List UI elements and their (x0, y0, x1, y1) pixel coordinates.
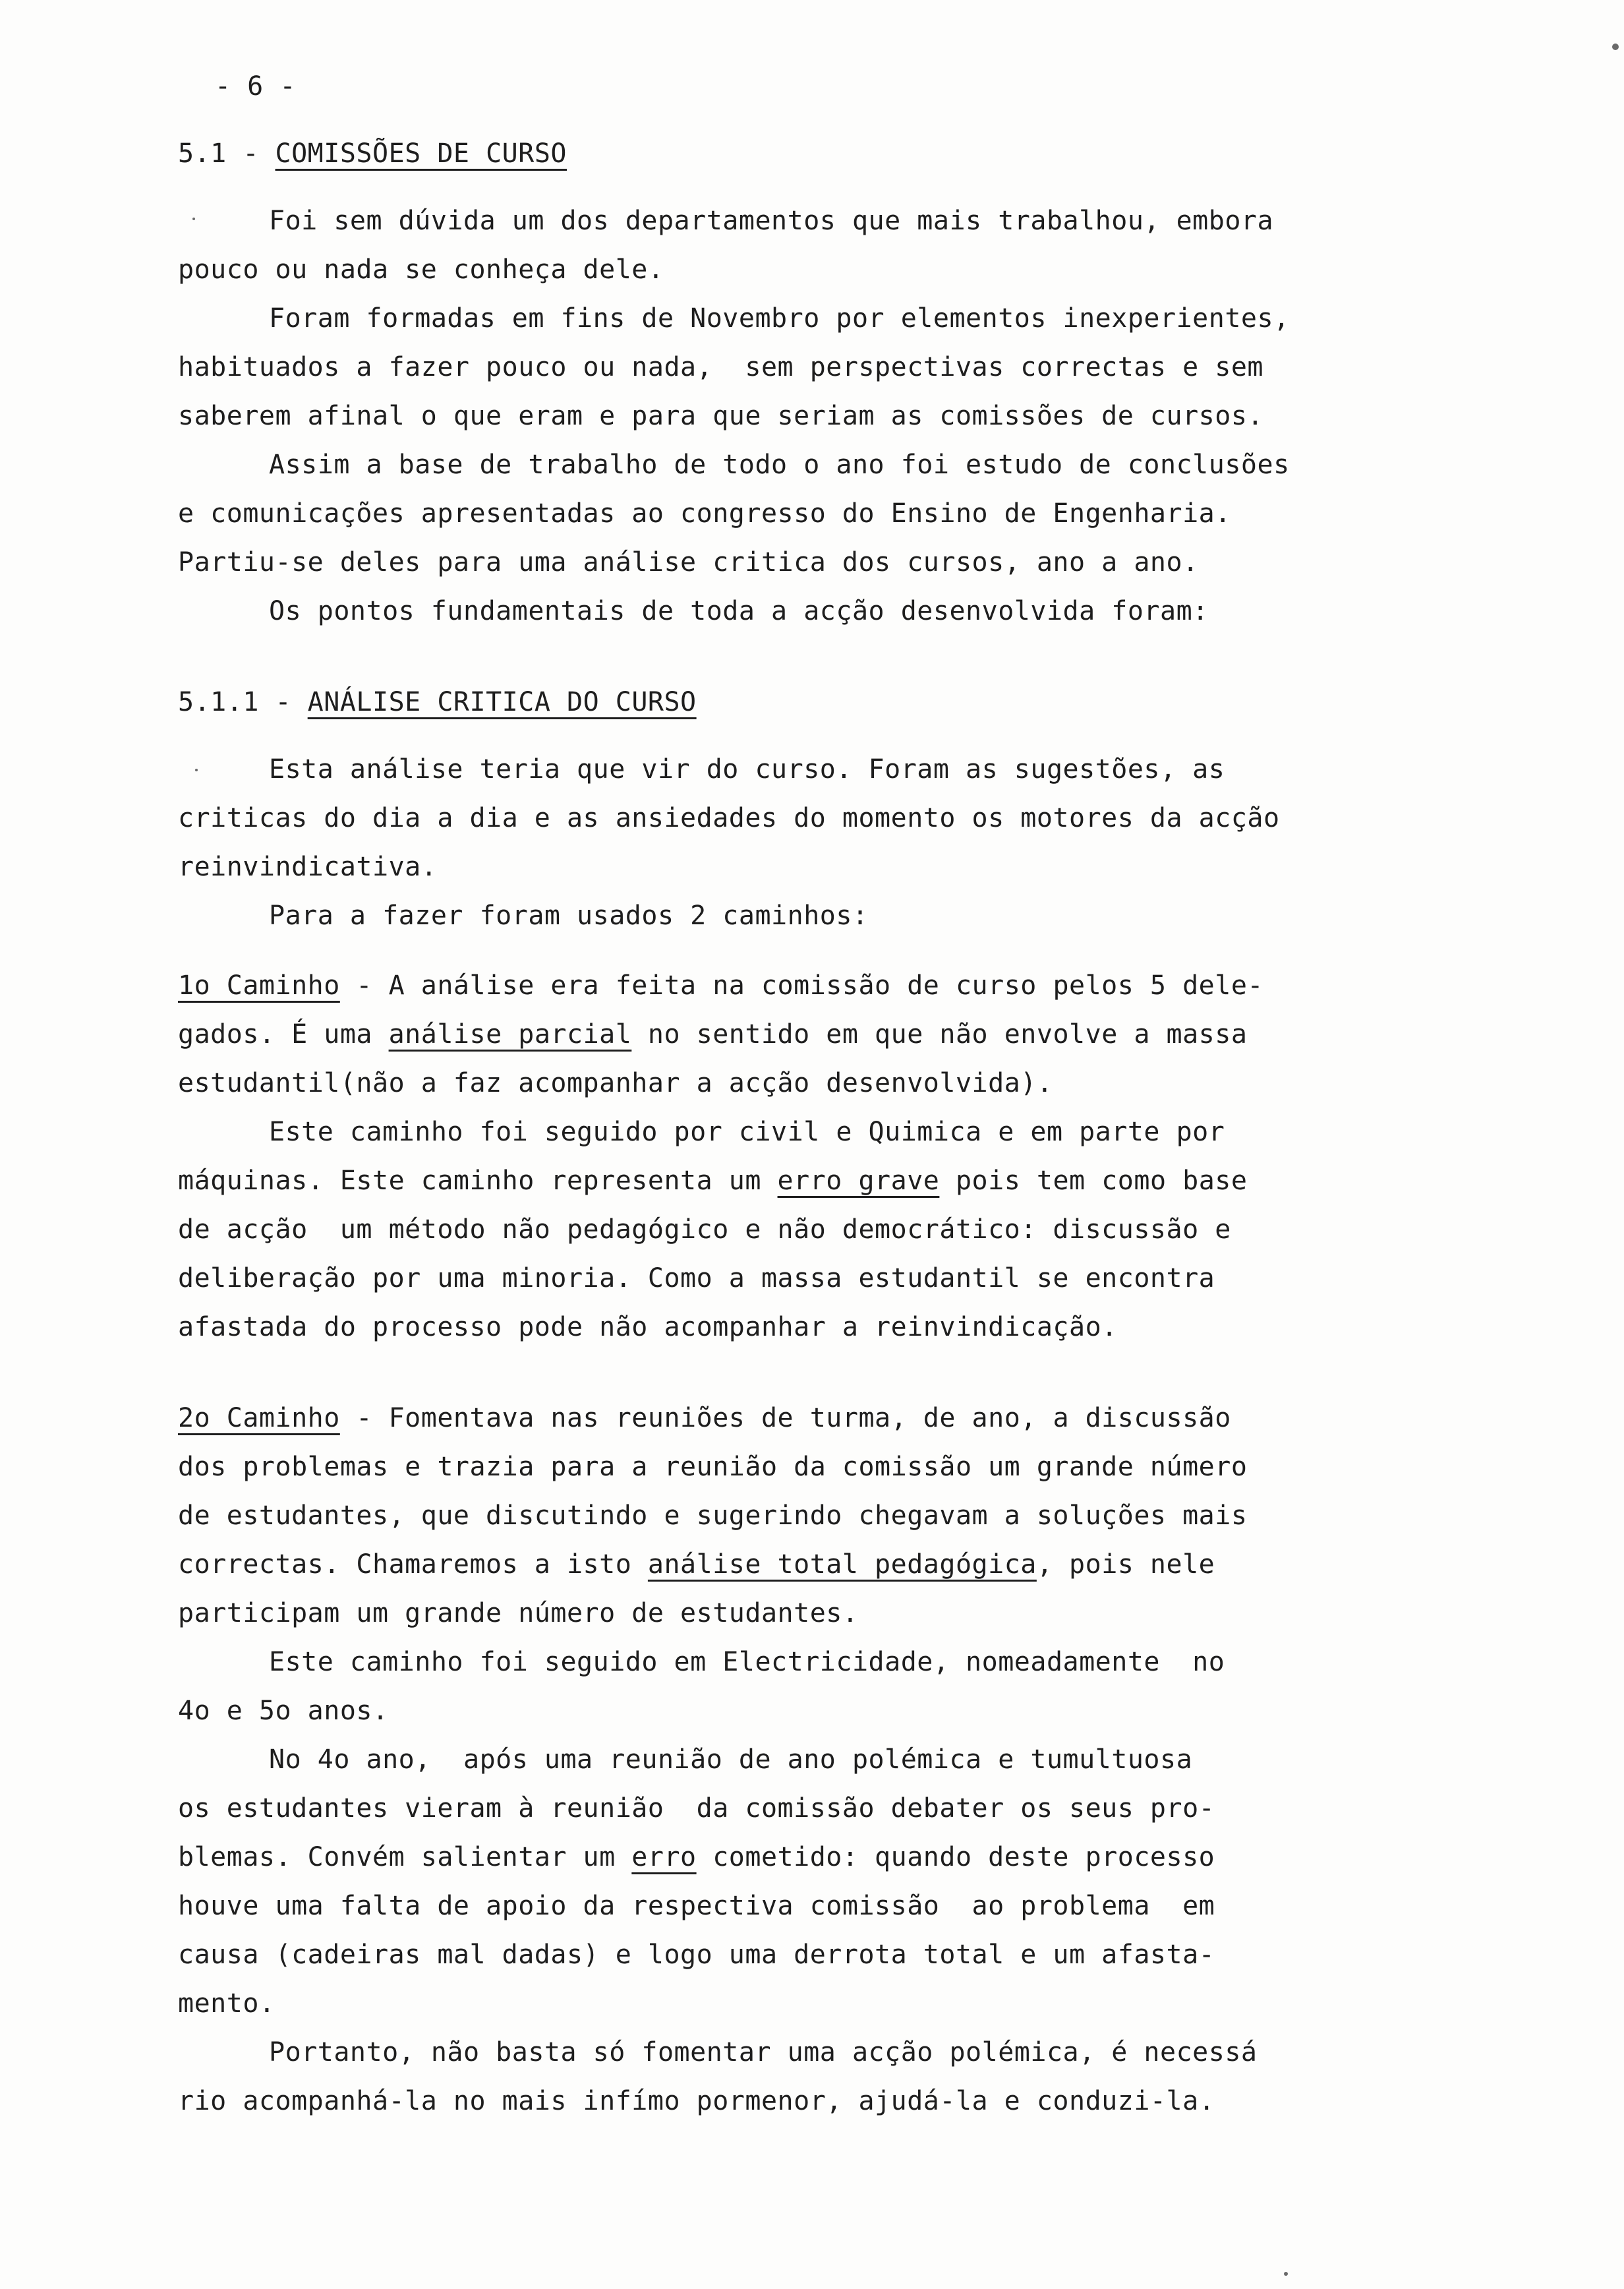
text-line: e comunicações apresentadas ao congresso do Ensino de Engenharia. (178, 498, 1231, 529)
caminho-2-line (178, 1394, 1231, 1442)
caminho-2-label: 2o Caminho (178, 1403, 340, 1433)
text-fragment: blemas. Convém salientar um (178, 1842, 632, 1872)
section-number: 5.1.1 - (178, 687, 292, 717)
text-line (178, 1540, 1215, 1589)
text-line: Assim a base de trabalho de todo o ano foi estudo de conclusões (269, 450, 1290, 480)
text-fragment: pois tem como base (939, 1166, 1248, 1196)
text-line: habituados a fazer pouco ou nada, sem perspectivas correctas e sem (178, 352, 1263, 382)
text-line: pouco ou nada se conheça dele. (178, 254, 664, 285)
text-line: mento. (178, 1988, 276, 2019)
emphasis-analise-parcial: análise parcial (388, 1019, 632, 1050)
text-fragment: correctas. Chamaremos a isto (178, 1549, 648, 1580)
text-line: os estudantes vieram à reunião da comissão debater os seus pro- (178, 1793, 1215, 1824)
emphasis-erro-grave: erro grave (777, 1166, 940, 1196)
text-fragment: máquinas. Este caminho representa um (178, 1166, 778, 1196)
text-fragment: , pois nele (1036, 1549, 1215, 1580)
text-line: Os pontos fundamentais de toda a acção desenvolvida foram: (269, 596, 1209, 626)
text-line: Esta análise teria que vir do curso. Foram as sugestões, as (269, 754, 1225, 785)
text-line: Foi sem dúvida um dos departamentos que mais trabalhou, embora (269, 206, 1274, 236)
text-line: Foram formadas em fins de Novembro por elementos inexperientes, (269, 303, 1290, 334)
text-line: causa (cadeiras mal dadas) e logo uma derrota total e um afasta- (178, 1940, 1215, 1970)
scan-speck (195, 769, 198, 771)
text-line: Este caminho foi seguido em Electricidade, nomeadamente no (269, 1647, 1225, 1677)
text-line: Partiu-se deles para uma análise critica dos cursos, ano a ano. (178, 547, 1199, 578)
text-line: houve uma falta de apoio da respectiva comissão ao problema em (178, 1891, 1215, 1921)
text-line: deliberação por uma minoria. Como a massa estudantil se encontra (178, 1263, 1215, 1293)
section-5-1-1-heading (178, 678, 697, 727)
text-line: afastada do processo pode não acompanhar a reinvindicação. (178, 1312, 1118, 1342)
section-5-1-heading (178, 129, 567, 178)
text-line: dos problemas e trazia para a reunião da comissão um grande número (178, 1452, 1248, 1482)
scan-speck (192, 218, 195, 220)
page-number: - 6 - (215, 71, 296, 102)
caminho-1-line (178, 961, 1263, 1010)
text-line (178, 1156, 1247, 1205)
text-fragment: - Fomentava nas reuniões de turma, de ano, a discussão (339, 1403, 1231, 1433)
emphasis-erro: erro (631, 1842, 697, 1872)
scan-speck (1612, 44, 1619, 50)
text-fragment: - A análise era feita na comissão de curso pelos 5 dele- (339, 970, 1264, 1001)
text-line: Portanto, não basta só fomentar uma acção polémica, é necessá (269, 2037, 1258, 2067)
text-line: estudantil(não a faz acompanhar a acção desenvolvida). (178, 1068, 1053, 1098)
text-line: Para a fazer foram usados 2 caminhos: (269, 901, 869, 931)
text-line (178, 1833, 1215, 1882)
text-line: criticas do dia a dia e as ansiedades do momento os motores da acção (178, 803, 1280, 833)
text-line: participam um grande número de estudantes. (178, 1598, 859, 1628)
text-fragment: cometido: quando deste processo (696, 1842, 1215, 1872)
text-line: rio acompanhá-la no mais infímo pormenor, ajudá-la e conduzi-la. (178, 2086, 1215, 2116)
text-line: No 4o ano, após uma reunião de ano polémica e tumultuosa (269, 1744, 1193, 1775)
text-line: saberem afinal o que eram e para que seriam as comissões de cursos. (178, 401, 1263, 431)
text-fragment: gados. É uma (178, 1019, 389, 1050)
text-line: de acção um método não pedagógico e não democrático: discussão e (178, 1214, 1231, 1245)
text-line: de estudantes, que discutindo e sugerindo chegavam a soluções mais (178, 1501, 1248, 1531)
section-title: ANÁLISE CRITICA DO CURSO (307, 687, 697, 717)
caminho-1-label: 1o Caminho (178, 970, 340, 1001)
emphasis-analise-total-pedagogica: análise total pedagógica (647, 1549, 1037, 1580)
text-line: 4o e 5o anos. (178, 1696, 389, 1726)
scan-speck (1284, 2272, 1288, 2276)
text-line: reinvindicativa. (178, 852, 438, 882)
text-line (178, 1010, 1247, 1059)
section-title: COMISSÕES DE CURSO (275, 138, 567, 169)
text-line: Este caminho foi seguido por civil e Quimica e em parte por (269, 1117, 1225, 1147)
section-number: 5.1 - (178, 138, 259, 169)
text-fragment: no sentido em que não envolve a massa (631, 1019, 1248, 1050)
